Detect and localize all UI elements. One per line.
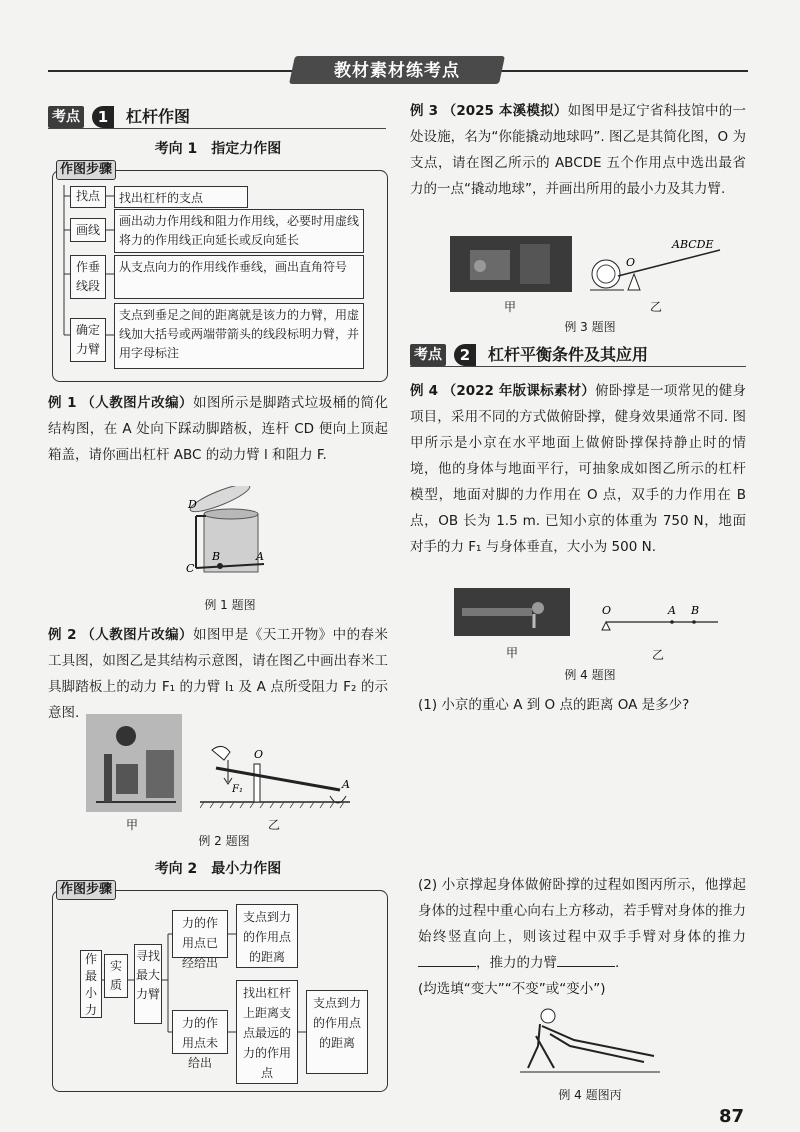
kd2-num: 2 <box>454 344 476 366</box>
kd2-rule <box>410 366 746 367</box>
ex4-figure-yi <box>596 600 726 636</box>
kd2-title: 杠杆平衡条件及其应用 <box>488 345 649 364</box>
steps2-b2r: 支点到力的作用点的距离 <box>306 990 368 1074</box>
steps2-b1: 力的作用点已经给出 <box>172 910 228 958</box>
ex4-q2-part2: ，推力的力臂 <box>476 955 557 971</box>
steps2-tag: 作图步骤 <box>56 880 116 900</box>
step2-label: 画线 <box>70 218 106 242</box>
ex1-caption: 例 1 题图 <box>204 598 256 612</box>
ex2-photo-art <box>86 714 182 812</box>
example1 <box>48 390 388 468</box>
ex2-label-o: O <box>254 748 264 761</box>
step3-label: 作垂线段 <box>70 255 106 299</box>
steps2-b2m: 找出杠杆上距离支点最远的力的作用点 <box>236 980 298 1084</box>
ex4-label-a: A <box>668 604 676 617</box>
page-number: 87 <box>718 1106 744 1127</box>
ex4-text: 俯卧撑是一项常见的健身项目，采用不同的方式做俯卧撑，健身效果通常不同. 图甲所示是小京在水平地面上做俯卧撑保持静止时的情境，他的身体与地面平行，可抽象成如图乙所示的杠杆模型，地面对脚的力作用在 O 点，双手的力作用在 B 点，OB 长为 1.5 m. 已知小京的体重为 750 N，地面对手的力 F₁ 与身体垂直，大小为 500 N. <box>410 383 746 555</box>
ex2-text: 如图甲是《天工开物》中的春米工具图，如图乙是其结构示意图，请在图乙中画出春米工具脚踏板上的动力 F₁ 的力臂 l₁ 及 A 点所受阻力 F₂ 的示意图. <box>48 627 389 721</box>
ex4-label-b: B <box>691 604 700 617</box>
ex4-q2-part3: . <box>615 955 620 971</box>
ex1-point-a: A <box>256 550 264 563</box>
ex4-label: 例 4 <box>410 383 439 399</box>
example3 <box>410 98 746 202</box>
step4-label: 确定力臂 <box>70 318 106 362</box>
ex1-point-d: D <box>188 498 197 511</box>
ex3-text: 如图甲是辽宁省科技馆中的一处设施，名为“你能撬动地球吗”. 图乙是其简化图，O 为支点，请在图乙所示的 ABCDE 五个作用点中选出最省力的一点“撬动地球”，并画出所用的最小力及其力臂. <box>410 103 746 197</box>
step1-text: 找出杠杆的支点 <box>114 186 248 208</box>
answer-blank-1[interactable] <box>418 952 476 967</box>
header-title: 教材素材练考点 <box>334 61 460 81</box>
ex3-figure-yi <box>588 236 728 296</box>
kd1-title: 杠杆作图 <box>126 107 191 126</box>
steps2-mid1: 实质 <box>104 954 128 998</box>
steps1-tag: 作图步骤 <box>56 160 116 180</box>
ex3-yi: 乙 <box>649 300 662 314</box>
ex4-caption: 例 4 题图 <box>564 668 616 682</box>
kd1-num: 1 <box>92 106 114 128</box>
steps2-b2: 力的作用点未给出 <box>172 1010 228 1054</box>
ex1-figure <box>180 486 280 578</box>
ex3-photo-art <box>450 236 572 292</box>
answer-blank-2[interactable] <box>557 952 615 967</box>
ex4-q2-hint: (均选填“变大”“不变”或“变小”) <box>418 981 606 997</box>
ex4-photo-art <box>454 588 570 636</box>
ex4-jia: 甲 <box>505 646 518 660</box>
ex3-source: （2025 本溪模拟） <box>442 103 568 119</box>
steps2-mid2: 寻找最大力臂 <box>134 944 162 1024</box>
ex3-jia: 甲 <box>503 300 516 314</box>
ex3-letters: ABCDE <box>672 238 714 251</box>
direction2-title: 考向 2 最小力作图 <box>154 861 282 877</box>
ex3-label: 例 3 <box>410 103 439 119</box>
ex2-source: （人教图片改编） <box>81 627 193 643</box>
ex2-label-a: A <box>342 778 350 791</box>
direction1-title: 考向 1 指定力作图 <box>154 141 282 157</box>
ex2-figure-yi <box>200 738 360 814</box>
ex3-label-o: O <box>626 256 636 269</box>
step4-text: 支点到垂足之间的距离就是该力的力臂，用虚线加大括号或两端带箭头的线段标明力臂，并用字母标注 <box>114 303 364 369</box>
step2-text: 画出动力作用线和阻力作用线，必要时用虚线将力的作用线正向延长或反向延长 <box>114 209 364 253</box>
ex4-yi: 乙 <box>651 648 664 662</box>
ex4-label-o: O <box>602 604 612 617</box>
ex4-caption2: 例 4 题图丙 <box>558 1088 622 1102</box>
ex1-source: （人教图片改编） <box>81 395 193 411</box>
steps2-b1r: 支点到力的作用点的距离 <box>236 904 298 968</box>
kd1-tag: 考点 <box>48 106 84 128</box>
ex1-text: 如图所示是脚踏式垃圾桶的简化结构图，在 A 处向下踩动脚踏板，连杆 CD 便向上顶起箱盖，请你画出杠杆 ABC 的动力臂 l 和阻力 F. <box>48 395 389 463</box>
ex4-question2 <box>418 872 746 1002</box>
ex2-label: 例 2 <box>48 627 77 643</box>
example4 <box>410 378 746 560</box>
step1-label: 找点 <box>70 186 106 208</box>
kd1-rule <box>48 128 386 129</box>
ex1-point-c: C <box>186 562 195 575</box>
ex4-figure-bing <box>514 1006 664 1078</box>
ex2-jia: 甲 <box>125 818 138 832</box>
ex2-caption: 例 2 题图 <box>198 834 250 848</box>
ex1-point-b: B <box>212 550 221 563</box>
ex4-source: （2022 年版课标素材） <box>442 383 596 399</box>
step3-text: 从支点向力的作用线作垂线，画出直角符号 <box>114 255 364 299</box>
ex4-q2-part1: (2) 小京撑起身体做俯卧撑的过程如图丙所示，他撑起身体的过程中重心向右上方移动，若手臂对身体的推力始终竖直向上，则该过程中双手手臂对身体的推力 <box>418 877 746 945</box>
ex3-caption: 例 3 题图 <box>564 320 616 334</box>
ex2-yi: 乙 <box>267 818 280 832</box>
ex1-label: 例 1 <box>48 395 77 411</box>
ex4-question1: (1) 小京的重心 A 到 O 点的距离 OA 是多少? <box>418 697 690 713</box>
ex2-label-f1: F₁ <box>232 784 243 795</box>
kd2-tag: 考点 <box>410 344 446 366</box>
steps2-root: 作最小力 <box>80 950 102 1018</box>
example2 <box>48 622 388 726</box>
